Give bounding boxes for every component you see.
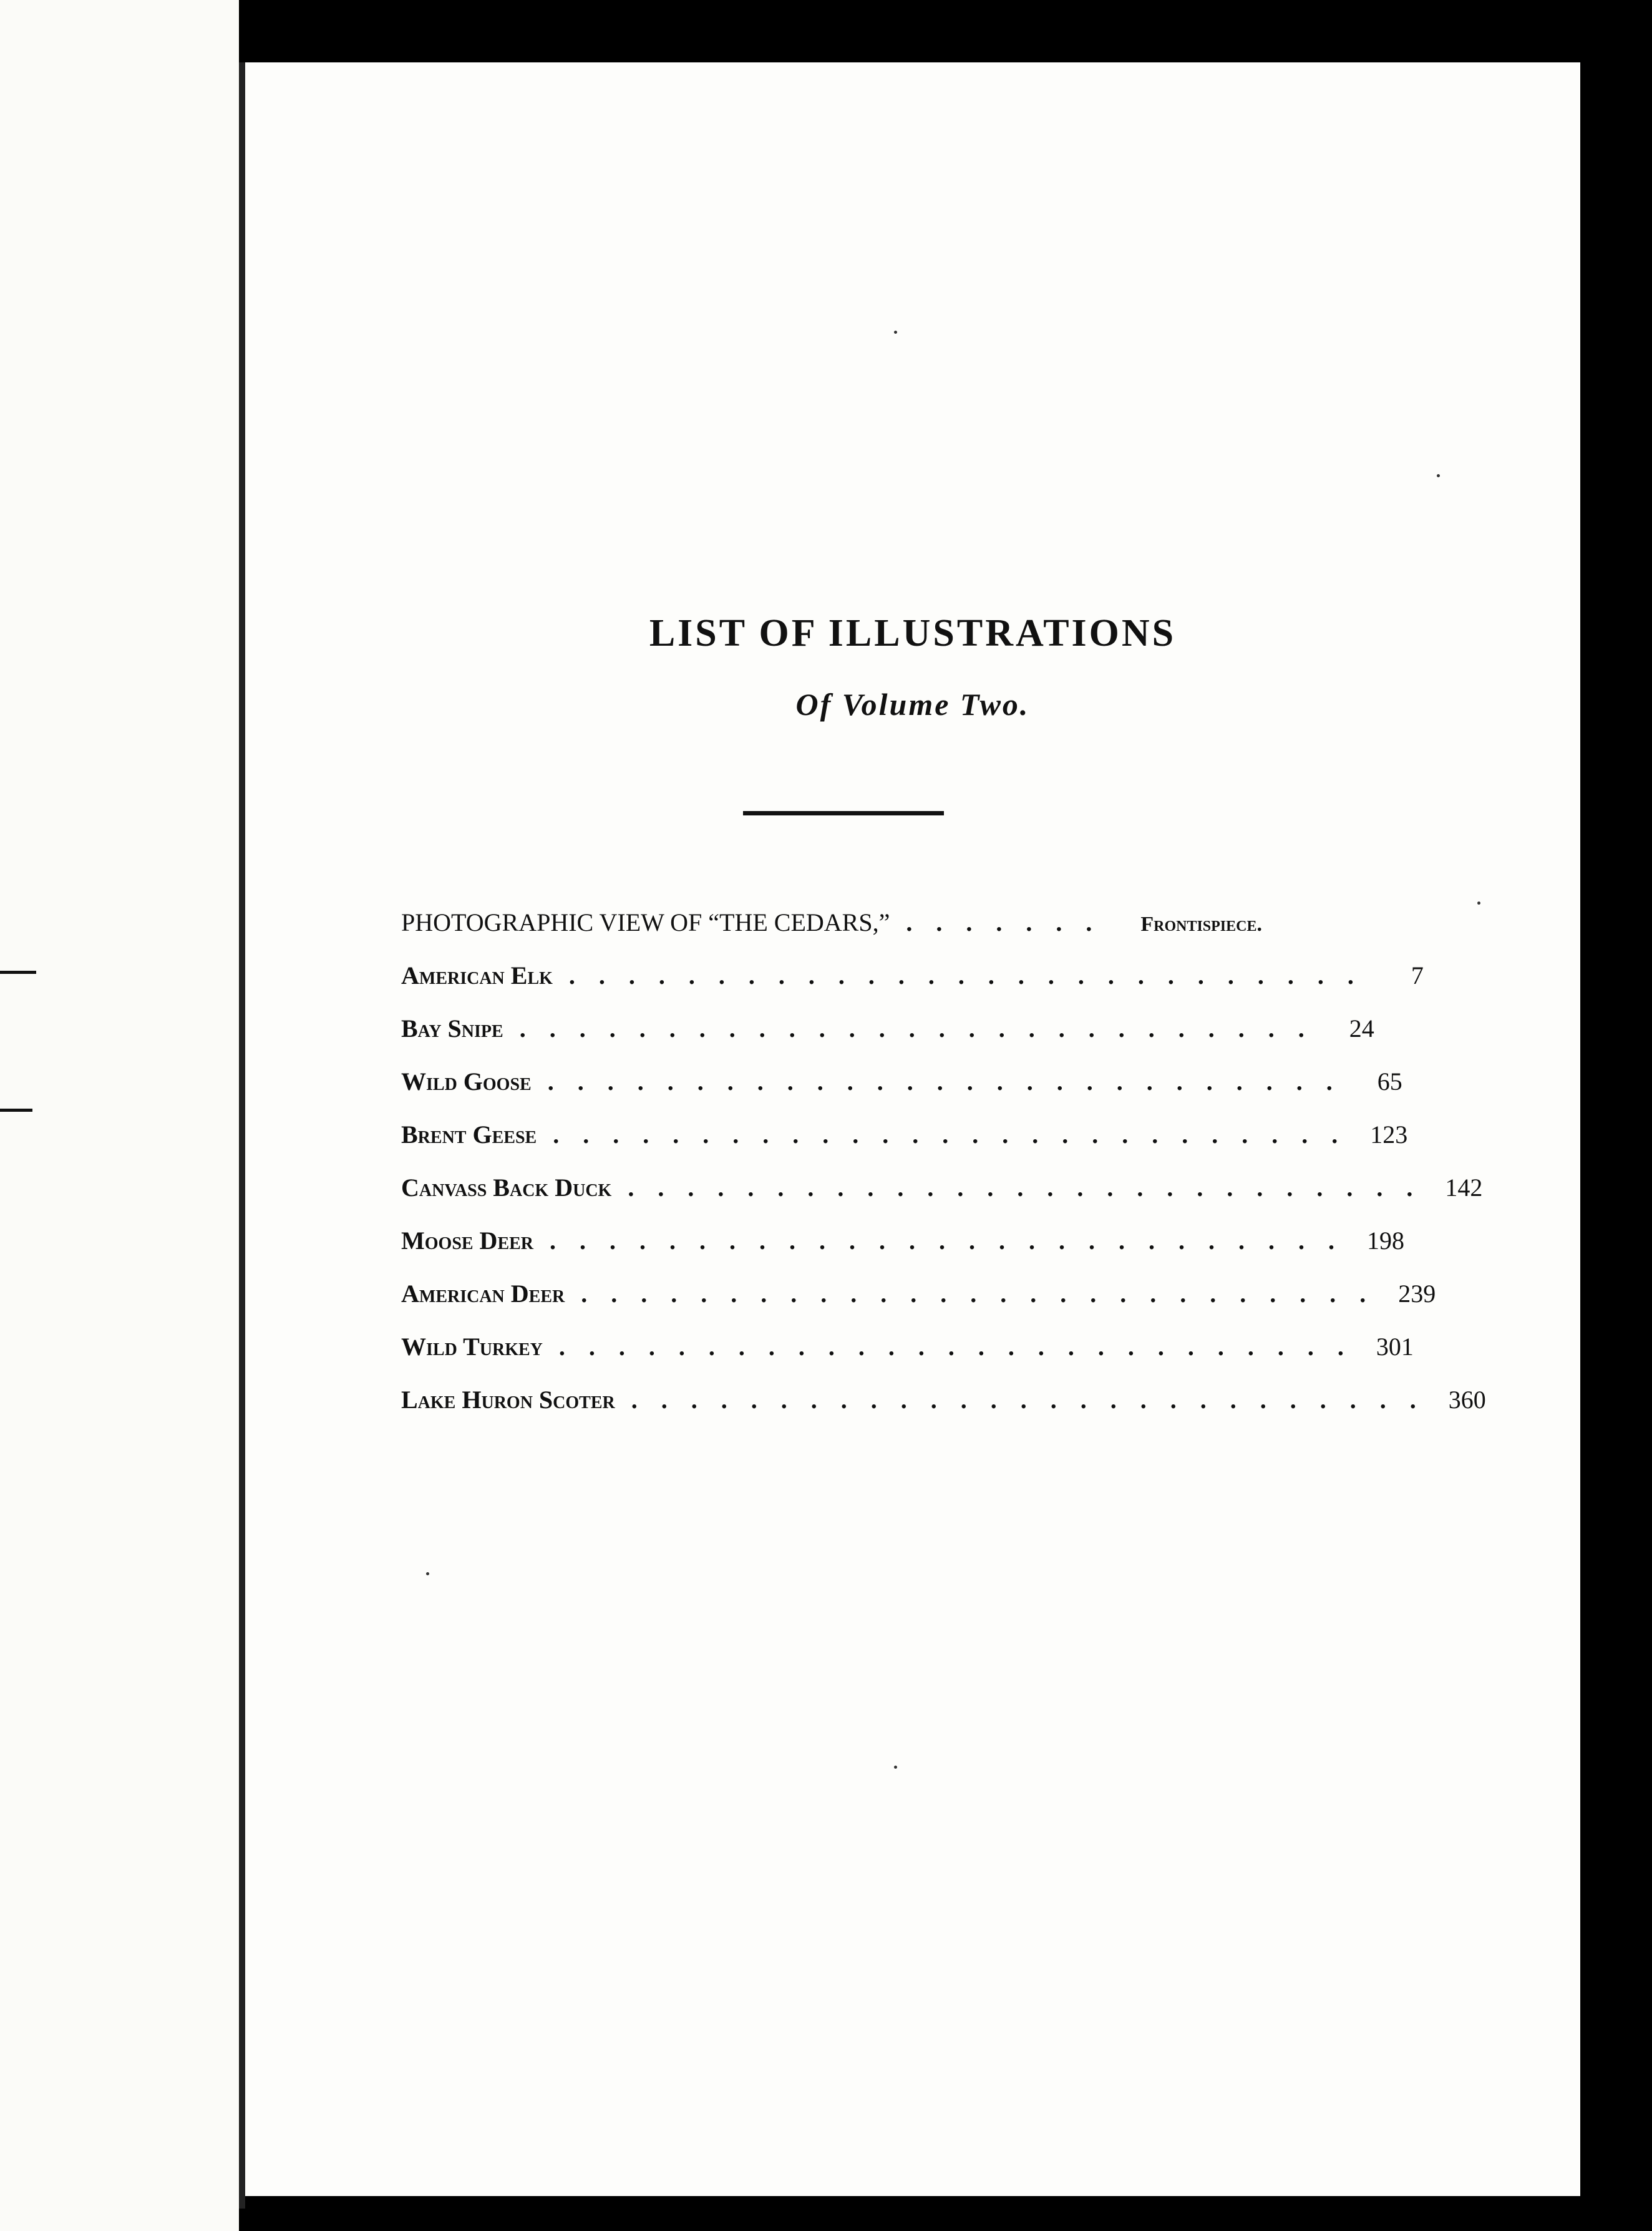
illustration-page: 301	[1376, 1333, 1414, 1361]
page-edge	[1580, 100, 1652, 2231]
illustration-title: American Elk	[401, 961, 553, 989]
dot-leader: ...........................	[550, 1227, 1359, 1255]
dot-leader: ...........................	[547, 1067, 1356, 1096]
illustration-title: Brent Geese	[401, 1120, 537, 1149]
list-item	[401, 1279, 1436, 1332]
dot-leader: ...........................	[558, 1333, 1368, 1361]
scan-speck	[894, 1766, 897, 1769]
scan-speck	[1477, 902, 1480, 905]
illustration-page: 7	[1411, 961, 1424, 989]
dot-leader: ...........................	[553, 1120, 1362, 1149]
illustration-title: PHOTOGRAPHIC VIEW OF “THE CEDARS,”	[401, 908, 890, 936]
illustration-page: 142	[1445, 1174, 1483, 1202]
illustrations-list	[401, 908, 1486, 1438]
scan-speck	[426, 1572, 429, 1575]
illustration-title: Moose Deer	[401, 1227, 534, 1255]
dot-leader: ...........................	[631, 1386, 1440, 1414]
dot-leader: ...........................	[568, 961, 1377, 989]
illustration-page: Frontispiece.	[1140, 913, 1262, 936]
illustration-title: Lake Huron Scoter	[401, 1386, 615, 1414]
illustration-page: 65	[1377, 1067, 1402, 1096]
illustration-page: 198	[1367, 1227, 1405, 1255]
dot-leader: .......	[906, 908, 1116, 936]
dot-leader: ...........................	[581, 1280, 1390, 1308]
list-item	[401, 1385, 1486, 1438]
page-subtitle: Of Volume Two.	[795, 687, 1030, 722]
dot-leader: ...........................	[519, 1014, 1328, 1043]
illustration-title: Wild Goose	[401, 1067, 532, 1096]
list-item	[401, 961, 1424, 1014]
illustration-title: Bay Snipe	[401, 1014, 503, 1043]
facing-page-rule	[0, 971, 36, 974]
illustration-page: 239	[1398, 1280, 1436, 1308]
illustration-page: 360	[1448, 1386, 1486, 1414]
page	[245, 62, 1580, 2196]
list-item	[401, 1014, 1374, 1067]
illustration-title: American Deer	[401, 1280, 565, 1308]
illustration-page: 24	[1349, 1014, 1374, 1043]
dot-leader: ...........................	[628, 1174, 1437, 1202]
list-item	[401, 1332, 1414, 1385]
book-gutter	[239, 62, 245, 2209]
list-item	[401, 908, 1262, 961]
list-item	[401, 1173, 1483, 1226]
facing-page-rule	[0, 1109, 32, 1112]
scan-speck	[1437, 474, 1440, 477]
facing-page	[0, 0, 239, 2231]
title-rule	[743, 811, 944, 815]
scan-speck	[894, 331, 897, 334]
list-item	[401, 1120, 1408, 1173]
illustration-title: Canvass Back Duck	[401, 1174, 612, 1202]
list-item	[401, 1226, 1405, 1279]
list-item	[401, 1067, 1402, 1120]
illustration-page: 123	[1370, 1120, 1408, 1149]
page-title: LIST OF ILLUSTRATIONS	[649, 612, 1177, 654]
illustration-title: Wild Turkey	[401, 1333, 543, 1361]
